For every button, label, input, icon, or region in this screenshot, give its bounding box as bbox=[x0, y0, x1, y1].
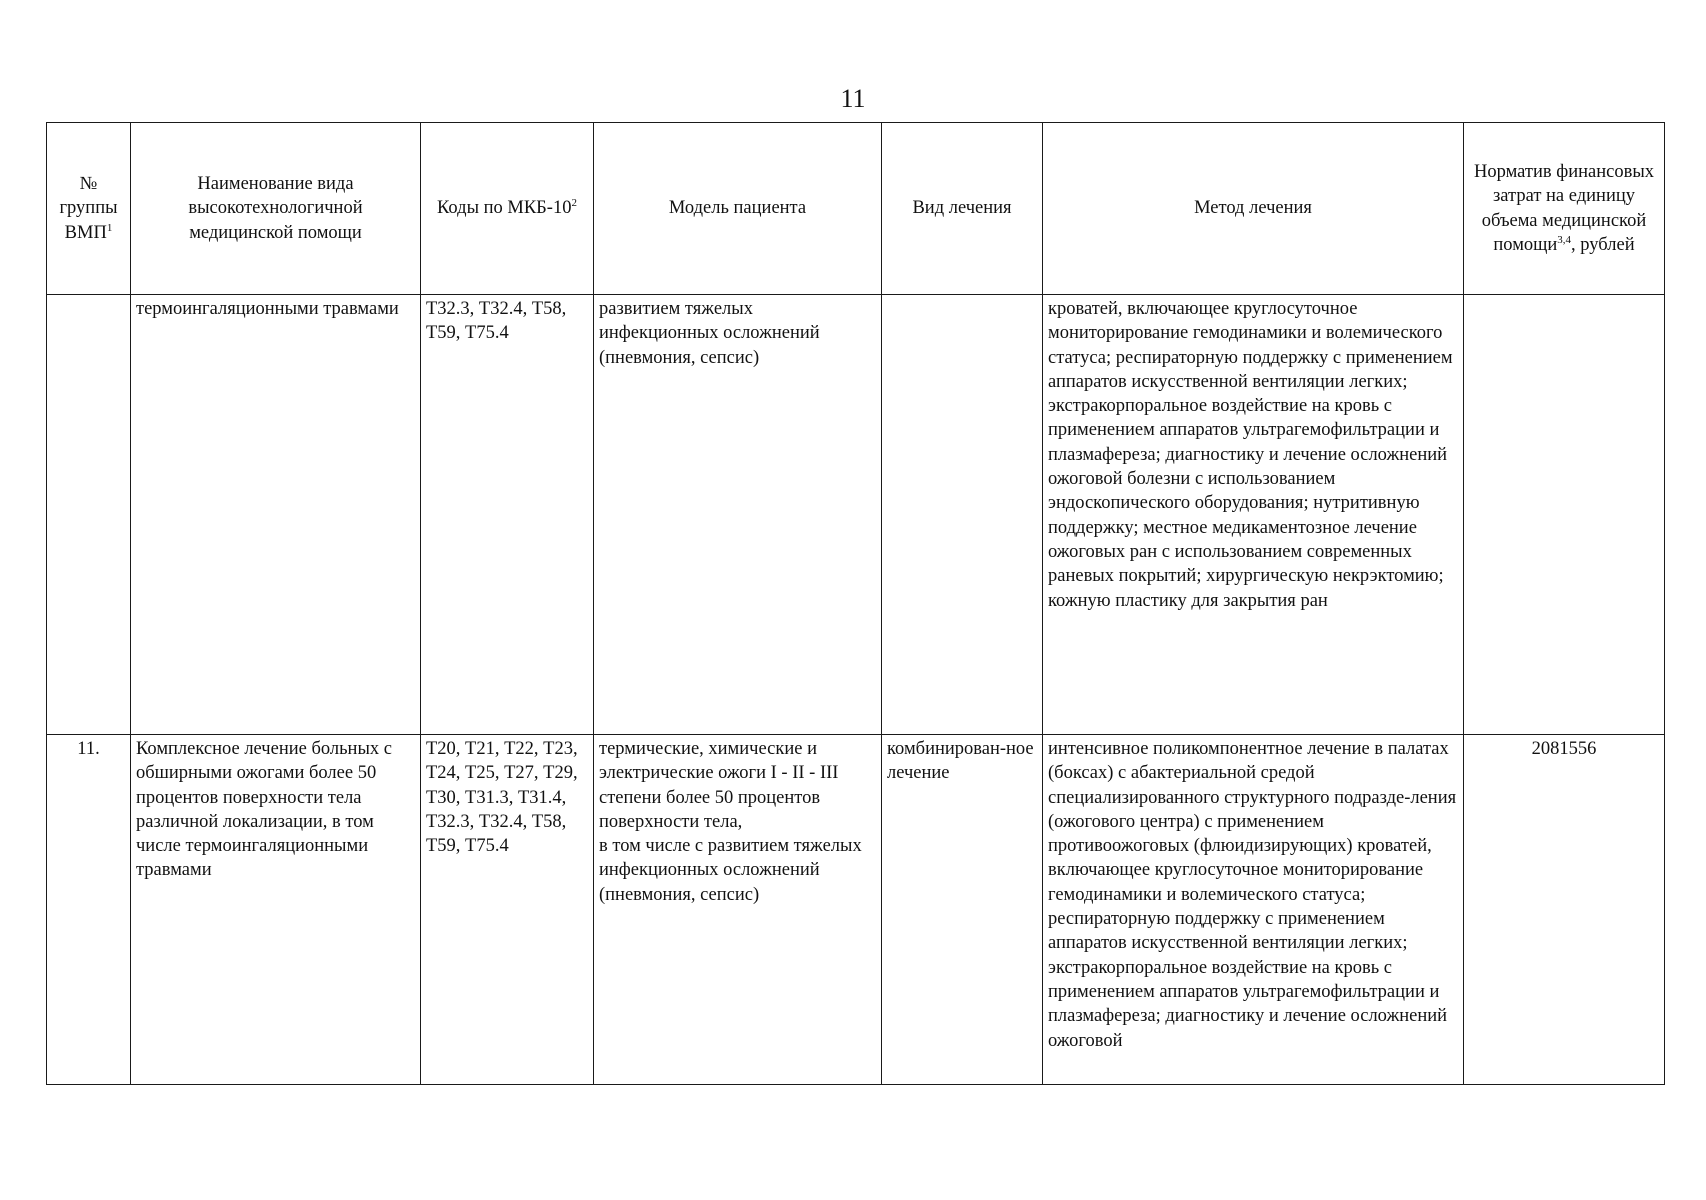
cell-kind bbox=[882, 295, 1043, 735]
header-model: Модель пациента bbox=[594, 123, 882, 295]
cell-model: термические, химические и электрические ожоги I - II - III степени более 50 процентов поверхности тела, в том числе с развитием тяжелых инфекционных осложнений (пневмония, сепсис) bbox=[594, 735, 882, 1085]
cell-codes: Т20, Т21, Т22, Т23, Т24, Т25, Т27, Т29, Т30, Т31.3, Т31.4, Т32.3, Т32.4, Т58, Т59, Т75.4 bbox=[421, 735, 594, 1085]
cell-kind: комбинирован-ное лечение bbox=[882, 735, 1043, 1085]
table-row bbox=[47, 295, 1665, 735]
table-header-row bbox=[47, 123, 1665, 295]
cell-group-no bbox=[47, 295, 131, 735]
vmp-table bbox=[46, 122, 1665, 1085]
cell-name: Комплексное лечение больных с обширными ожогами более 50 процентов поверхности тела различной локализации, в том числе термоингаляционными травмами bbox=[131, 735, 421, 1085]
cell-model: развитием тяжелых инфекционных осложнений (пневмония, сепсис) bbox=[594, 295, 882, 735]
header-name: Наименование вида высокотехнологичной медицинской помощи bbox=[131, 123, 421, 295]
cell-norm bbox=[1464, 295, 1665, 735]
cell-name: термоингаляционными травмами bbox=[131, 295, 421, 735]
cell-method: интенсивное поликомпонентное лечение в палатах (боксах) с абактериальной средой специализированного структурного подразде-ления (ожогового центра) с применением противоожоговых (флюидизирующих) кроватей, включающее круглосуточное мониторирование гемодинамики и волемического статуса; респираторную поддержку с применением аппаратов искусственной вентиляции легких; экстракорпоральное воздействие на кровь с применением аппаратов ультрагемофильтрации и плазмафереза; диагностику и лечение осложнений ожоговой bbox=[1043, 735, 1464, 1085]
header-codes: Коды по МКБ-$10^2$ bbox=[421, 123, 594, 295]
cell-method: кроватей, включающее круглосуточное мониторирование гемодинамики и волемического статуса; респираторную поддержку с применением аппаратов искусственной вентиляции легких; экстракорпоральное воздействие на кровь с применением аппаратов ультрагемофильтрации и плазмафереза; диагностику и лечение осложнений ожоговой болезни с использованием эндоскопического оборудования; нутритивную поддержку; местное медикаментозное лечение ожоговых ран с использованием современных раневых покрытий; хирургическую некрэктомию; кожную пластику для закрытия ран bbox=[1043, 295, 1464, 735]
header-group-no: № группы ВМП$^1$ bbox=[47, 123, 131, 295]
cell-group-no: 11. bbox=[47, 735, 131, 1085]
cell-codes: Т32.3, Т32.4, Т58, Т59, Т75.4 bbox=[421, 295, 594, 735]
header-norm: Норматив финансовых затрат на единицу объема медицинской помощи$^{3,4}$, рублей bbox=[1464, 123, 1665, 295]
page-number: 11 bbox=[840, 84, 866, 113]
cell-norm: 2081556 bbox=[1464, 735, 1665, 1085]
header-kind: Вид лечения bbox=[882, 123, 1043, 295]
table-row bbox=[47, 735, 1665, 1085]
header-method: Метод лечения bbox=[1043, 123, 1464, 295]
